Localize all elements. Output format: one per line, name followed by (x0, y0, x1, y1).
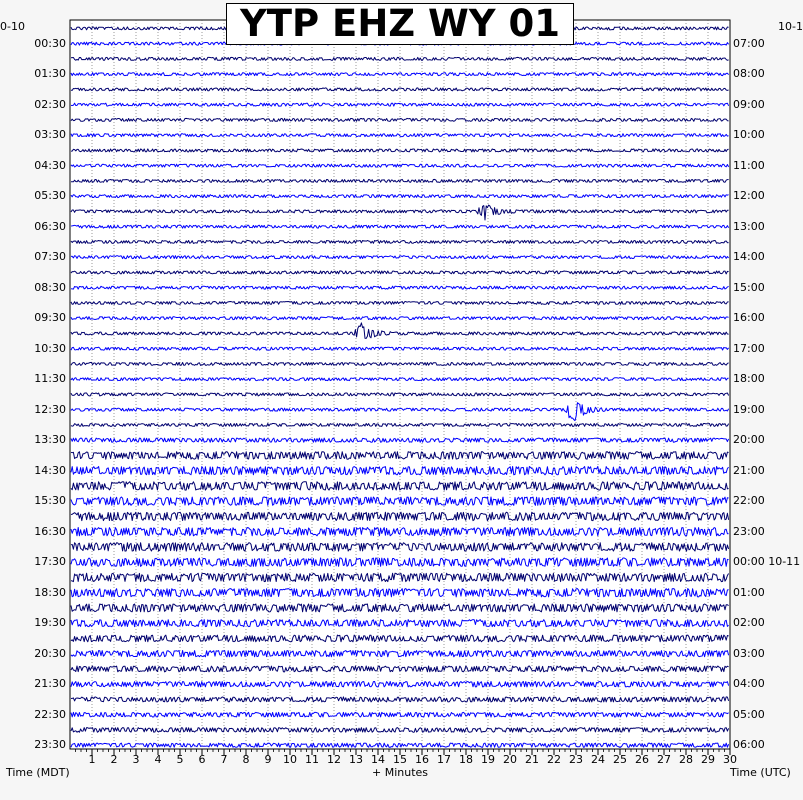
x-tick-label: 22 (547, 753, 561, 766)
left-axis-label: Time (MDT) (6, 766, 70, 779)
left-time-label: 09:30 (34, 311, 66, 325)
left-time-label: 10:30 (34, 341, 66, 355)
left-time-label: 18:30 (34, 585, 66, 599)
start-date-left: 0-10 (0, 20, 25, 33)
x-tick-label: 27 (657, 753, 671, 766)
x-tick-label: 6 (198, 753, 206, 766)
x-tick-label: 4 (154, 753, 162, 766)
right-time-label: 15:00 (733, 280, 765, 294)
x-tick-label: 9 (264, 753, 272, 766)
x-tick-label: 11 (305, 753, 319, 766)
x-tick-label: 23 (569, 753, 583, 766)
right-time-label: 21:00 (733, 463, 765, 477)
x-tick-label: 5 (176, 753, 184, 766)
x-tick-label: 13 (349, 753, 363, 766)
x-tick-label: 7 (220, 753, 228, 766)
right-time-label: 09:00 (733, 97, 765, 111)
start-date-right: 10-1 (778, 20, 803, 33)
right-time-label: 06:00 (733, 738, 765, 752)
x-tick-label: 10 (283, 753, 297, 766)
left-time-label: 20:30 (34, 646, 66, 660)
right-time-label: 01:00 (733, 585, 765, 599)
x-tick-label: 1 (88, 753, 96, 766)
x-tick-label: 26 (635, 753, 649, 766)
left-time-label: 17:30 (34, 555, 66, 569)
right-time-label: 03:00 (733, 646, 765, 660)
right-axis-label: Time (UTC) (730, 766, 791, 779)
x-tick-label: 29 (701, 753, 715, 766)
right-time-label: 11:00 (733, 158, 765, 172)
left-time-label: 19:30 (34, 616, 66, 630)
left-time-label: 13:30 (34, 433, 66, 447)
right-time-label: 12:00 (733, 189, 765, 203)
x-tick-label: 18 (459, 753, 473, 766)
left-time-label: 01:30 (34, 67, 66, 81)
right-time-label: 16:00 (733, 311, 765, 325)
x-tick-label: 30 (723, 753, 737, 766)
x-tick-label: 8 (242, 753, 250, 766)
x-tick-label: 14 (371, 753, 385, 766)
x-tick-label: 16 (415, 753, 429, 766)
x-tick-label: 2 (110, 753, 118, 766)
left-time-label: 22:30 (34, 707, 66, 721)
left-time-label: 06:30 (34, 219, 66, 233)
left-time-label: 21:30 (34, 677, 66, 691)
right-time-label: 14:00 (733, 250, 765, 264)
left-time-label: 03:30 (34, 128, 66, 142)
x-tick-label: 20 (503, 753, 517, 766)
right-time-label: 23:00 (733, 524, 765, 538)
right-time-label: 08:00 (733, 67, 765, 81)
x-tick-label: 3 (132, 753, 140, 766)
right-time-label: 22:00 (733, 494, 765, 508)
x-tick-label: 25 (613, 753, 627, 766)
left-time-label: 02:30 (34, 97, 66, 111)
left-time-label: 11:30 (34, 372, 66, 386)
x-tick-label: 19 (481, 753, 495, 766)
chart-title: YTP EHZ WY 01 (226, 3, 574, 45)
left-time-label: 04:30 (34, 158, 66, 172)
left-time-label: 05:30 (34, 189, 66, 203)
right-time-label: 00:00 10-11 (733, 555, 801, 569)
right-time-label: 04:00 (733, 677, 765, 691)
x-tick-label: 28 (679, 753, 693, 766)
right-time-label: 02:00 (733, 616, 765, 630)
x-tick-label: 21 (525, 753, 539, 766)
x-axis-label: + Minutes (371, 766, 428, 779)
right-time-label: 18:00 (733, 372, 765, 386)
left-time-label: 12:30 (34, 402, 66, 416)
x-tick-label: 15 (393, 753, 407, 766)
right-time-label: 10:00 (733, 128, 765, 142)
left-time-label: 08:30 (34, 280, 66, 294)
x-tick-label: 12 (327, 753, 341, 766)
left-time-label: 14:30 (34, 463, 66, 477)
left-time-label: 00:30 (34, 36, 66, 50)
x-tick-label: 24 (591, 753, 605, 766)
right-time-label: 05:00 (733, 707, 765, 721)
left-time-label: 07:30 (34, 250, 66, 264)
left-time-label: 23:30 (34, 738, 66, 752)
right-time-label: 07:00 (733, 36, 765, 50)
right-time-label: 17:00 (733, 341, 765, 355)
left-time-label: 15:30 (34, 494, 66, 508)
left-time-label: 16:30 (34, 524, 66, 538)
right-time-label: 20:00 (733, 433, 765, 447)
x-tick-label: 17 (437, 753, 451, 766)
right-time-label: 19:00 (733, 402, 765, 416)
right-time-label: 13:00 (733, 219, 765, 233)
